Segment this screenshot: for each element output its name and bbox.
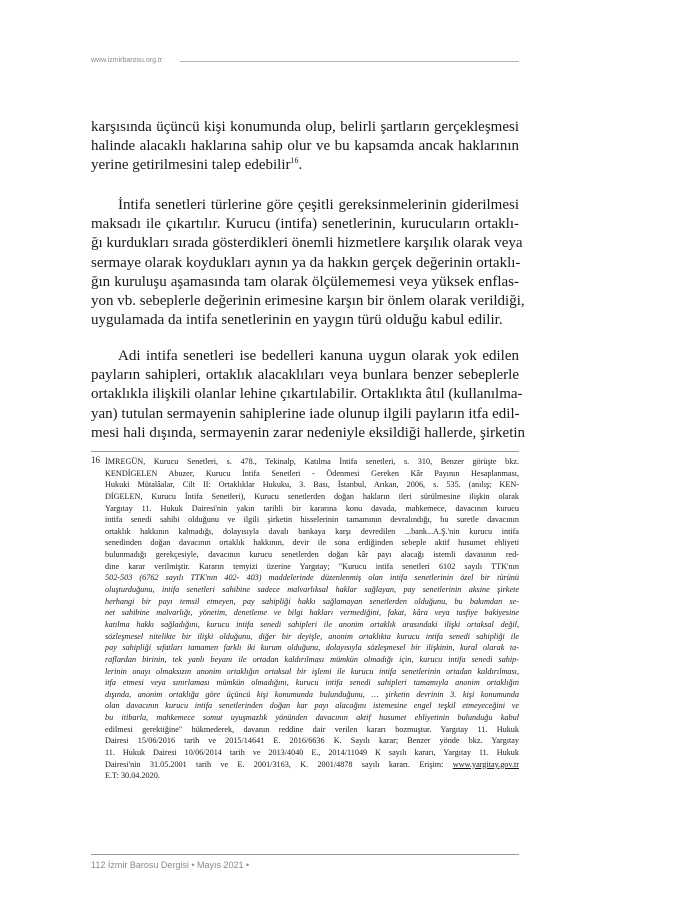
footnote-line: 11. Hukuk Dairesi 10/06/2014 tarih ve 2013/4040 E., 2014/11049 K sayılı kararı, Yargıtay 11. Hukuk bbox=[105, 748, 519, 758]
footnote-line: raflardan birinin, tek yanlı beyanı ile ortadan kaldırılması mümkün olmadığı için, kurucu intifa senedi sahip- bbox=[105, 654, 519, 664]
footnote-line: lerinin onayı olmaksızın anonim ortaklığın ortaksal bir işlemi ile kurucu intifa senetlerinin ortadan kaldırılması, bbox=[105, 666, 519, 676]
body-line: yan) tutulan sermayenin sahiplerine iade olunup ilgili payların itfa edil- bbox=[91, 405, 520, 422]
footnote-line: DİGELEN, Kurucu İntifa Senetleri), Kurucu senetlerden doğan hakların ileri sürülmesine ilişkin olarak bbox=[105, 491, 519, 501]
footnote-number: 16 bbox=[91, 455, 100, 465]
footnote-line: intifa senedi sahibi olduğunu ve ilgili şirketin hisselerinin tamamının devralındığı, bu suretle davacının bbox=[105, 515, 519, 525]
footnote-line: dine karar verilmiştir. Kararın temyizi üzerine Yargıtay; "Kurucu intifa senetleri 6102 sayılı TTK'nın bbox=[105, 561, 519, 571]
body-line: ğı kurdukları sırada gösterdikleri önemli hizmetlere karşılık olarak veya bbox=[91, 235, 523, 252]
footnote-line: Yargıtay 11. Hukuk Dairesi'nin yakın tarihli bir kararına konu davada, mahkemece, davacının kurucu bbox=[105, 503, 519, 513]
footnote-line: herhangi bir payı temsil etmeyen, pay sahipliği hakkı sağlamayan senetlerden olduğunu, bu bakımdan se- bbox=[105, 596, 519, 606]
paragraph-1 bbox=[91, 118, 519, 176]
footnote-line: sözleşmesel nitelikte bir ilişki olduğunu, diğer bir deyişle, anonim ortaklıkta kurucu intifa senedi sahipliği ile bbox=[105, 631, 519, 641]
body-line: ortaklıkla ilişkili olanlar lehine çıkartılabilir. Ortaklıkta âtıl (kullanılma- bbox=[91, 386, 523, 403]
body-line: karşısında üçüncü kişi konumunda olup, belirli şartların gerçekleşmesi bbox=[91, 119, 519, 135]
footnote-line: katılma hakkı sağladığını, kurucu intifa senedi sahipleri ile anonim ortaklık arasındaki ilişki ortaksal değil, bbox=[105, 619, 519, 629]
body-line: Adi intifa senetleri ise bedelleri kanuna uygun olarak yok edilen bbox=[118, 348, 519, 364]
body-line: maksadı ile çıkartılır. Kurucu (intifa) senetlerinin, kurucuların ortaklı- bbox=[91, 216, 519, 233]
footnote-line: bu itibarla, mahkemece somut uyuşmazlık yönünden davacının aktif husumet ehliyetinin bulunduğu kabul bbox=[105, 713, 519, 723]
footnote-line: İMREGÜN, Kurucu Senetleri, s. 478., Tekinalp, Katılma İntifa senetleri, s. 310, Benzer görüşte bkz. bbox=[105, 457, 519, 466]
footnote-line: dışında, anonim ortaklığa göre üçüncü kişi konumunda bulunduğunu, … şirketin devrinin 3. kişi konumunda bbox=[105, 689, 519, 699]
footnote-line: 502-503 (6762 sayılı TTK'nın 402- 403) maddelerinde düzenlenmiş olan intifa senetlerinin özel bir türünü bbox=[105, 573, 519, 583]
footnote-line: E.T: 30.04.2020. bbox=[105, 771, 160, 781]
footnote-line: net sahibine malvarlığı, yönetim, denetleme ve bilgi hakları vermediğini, fakat, kâra veya tasfiye bakiyesine bbox=[105, 608, 519, 618]
body-line: mesi hali dışında, sermayenin zarar nedeniyle eksildiği hallerde, şirketin bbox=[91, 424, 526, 441]
body-line: halinde alacaklı haklarına sahip olur ve bu kapsamda ancak haklarının bbox=[91, 138, 519, 155]
page-footer: 112 İzmir Barosu Dergisi • Mayıs 2021 • bbox=[91, 860, 250, 870]
body-line: ğın kuruluşu aşamasında tam olarak ölçülememesi veya yüksek enflas- bbox=[91, 273, 519, 290]
footnote-line: edilmesi gerektiğine" hükmederek, davanın reddine dair verilen kararı bozmuştur. Yargıtay 11. Hukuk bbox=[105, 724, 519, 734]
footnote-line: Dairesi 15/06/2016 tarih ve 2015/14641 E. 2016/6636 K. Sayılı karar; Benzer yönde bkz. Yargıtay bbox=[105, 736, 519, 746]
footnote-line: senedinden doğan davacının ortaklık hakkının, devir ile sona erdiğinden sebeple aktif husumet ehliyeti bbox=[105, 538, 519, 548]
header-rule bbox=[180, 61, 519, 62]
footnote-line: oluşturduğunu, intifa senetleri sahibine sadece malvarlıksal haklar sağlayan, pay senetlerinin aksine şirkete bbox=[105, 585, 519, 595]
paragraph-3 bbox=[91, 347, 526, 443]
body-line: yerine getirilmesini talep edebilir$^{16}$. bbox=[91, 156, 303, 174]
footnote-16 bbox=[91, 456, 519, 782]
body-line: uygulamada da intifa senetlerinin en yaygın türü olduğu kabul edilir. bbox=[91, 312, 503, 329]
yargitay-link[interactable]: www.yargitay.gov.tr bbox=[452, 759, 519, 769]
footnote-line: Hukuki Mütalâalar, Cilt II: Ortaklıklar Hukuku, 3. Bası, İstanbul, Arıkan, 2006, s. 535. (anılış; KEN- bbox=[105, 480, 519, 490]
footnote-line: itfa etmesi veya sınırlaması mümkün olmadığını, kurucu intifa senedi sahipleri tamamıyla anonim ortaklığın bbox=[105, 678, 519, 688]
body-line: sermaye olarak koydukları aynın ya da hakkın gerçek değerinin ortaklı- bbox=[91, 254, 521, 271]
footnote-line: pay sahipliği sıfatları tamamen farklı iki kurum olduğunu, dolayısıyla sözleşmesel bir ilişkinin, kural olarak ta- bbox=[105, 643, 519, 653]
footer-rule bbox=[91, 854, 519, 855]
footnote-ref[interactable]: 16 bbox=[290, 156, 299, 166]
header-url[interactable]: www.izmirbarosu.org.tr bbox=[91, 57, 163, 64]
footnote-separator bbox=[91, 451, 519, 452]
body-line: yon vb. sebeplerle değerinin erimesine karşın bir önlem olarak verildiği, bbox=[91, 292, 525, 309]
footnote-line: KENDİGELEN Abuzer, Kurucu İntifa Senetleri - Ödenmesi Gereken Kâr Payının Hesaplanması, bbox=[105, 468, 519, 478]
footnote-line: ortaklık hakkının kalmadığı, dolayısıyla davalı bankaya karşı devredilen ...bank...A.Ş.'nin kurucu intifa bbox=[105, 526, 519, 536]
body-line: İntifa senetleri türlerine göre çeşitli gereksinmelerinin giderilmesi bbox=[118, 197, 519, 213]
footnote-line: Dairesi'nin 31.05.2001 tarih ve E. 2001/3163, K. 2001/4878 sayılı kararı. Erişim: www.yargitay.gov.tr bbox=[105, 759, 519, 769]
footnote-line: olan davacının kurucu intifa senetlerinden doğan kar payı alacağını istemesine engel teşkil etmeyeceğini ve bbox=[105, 701, 519, 711]
paragraph-2 bbox=[91, 196, 525, 330]
footnote-line: bulunmadığı gerekçesiyle, davacının kurucu senetlerden doğan kâr payı alacağı istemli davasının red- bbox=[105, 550, 519, 560]
body-line: payların sahipleri, ortaklık alacaklıları veya bunlara benzer sebeplerle bbox=[91, 367, 519, 384]
